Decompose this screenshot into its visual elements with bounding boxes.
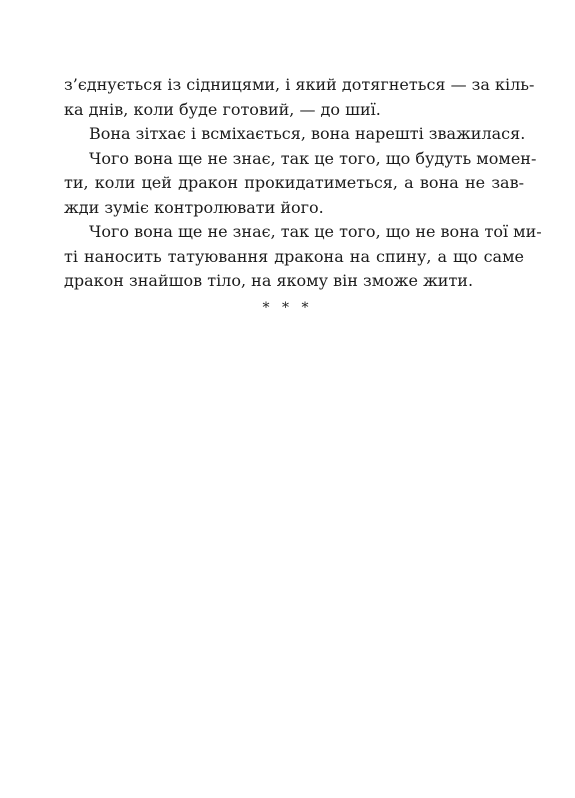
- paragraph-line: Вона зітхає і всміхається, вона нарешті зважилася.: [89, 124, 526, 143]
- paragraph-line: ти, коли цей дракон прокидатиметься, а вона не зав-: [64, 173, 524, 192]
- body-text: [64, 73, 542, 294]
- paragraph-3: [64, 147, 537, 221]
- paragraph-line: Чого вона ще не знає, так це того, що будуть момен-: [89, 148, 537, 168]
- paragraph-1: [64, 73, 535, 122]
- paragraph-line: ті наносить татуювання дракона на спину, а що саме: [64, 246, 524, 266]
- paragraph-2: [64, 122, 524, 147]
- section-separator: * * *: [262, 300, 313, 316]
- paragraph-4: [64, 220, 542, 294]
- paragraph-line: жди зуміє контролювати його.: [64, 197, 324, 217]
- paragraph-line: ка днів, коли буде готовий, — до шиї.: [64, 99, 381, 119]
- paragraph-line: Чого вона ще не знає, так це того, що не вона тої ми-: [89, 222, 542, 241]
- paragraph-line: дракон знайшов тіло, на якому він зможе жити.: [64, 271, 474, 290]
- paragraph-line: з’єднується із сідницями, і який дотягнеться — за кіль-: [64, 75, 535, 94]
